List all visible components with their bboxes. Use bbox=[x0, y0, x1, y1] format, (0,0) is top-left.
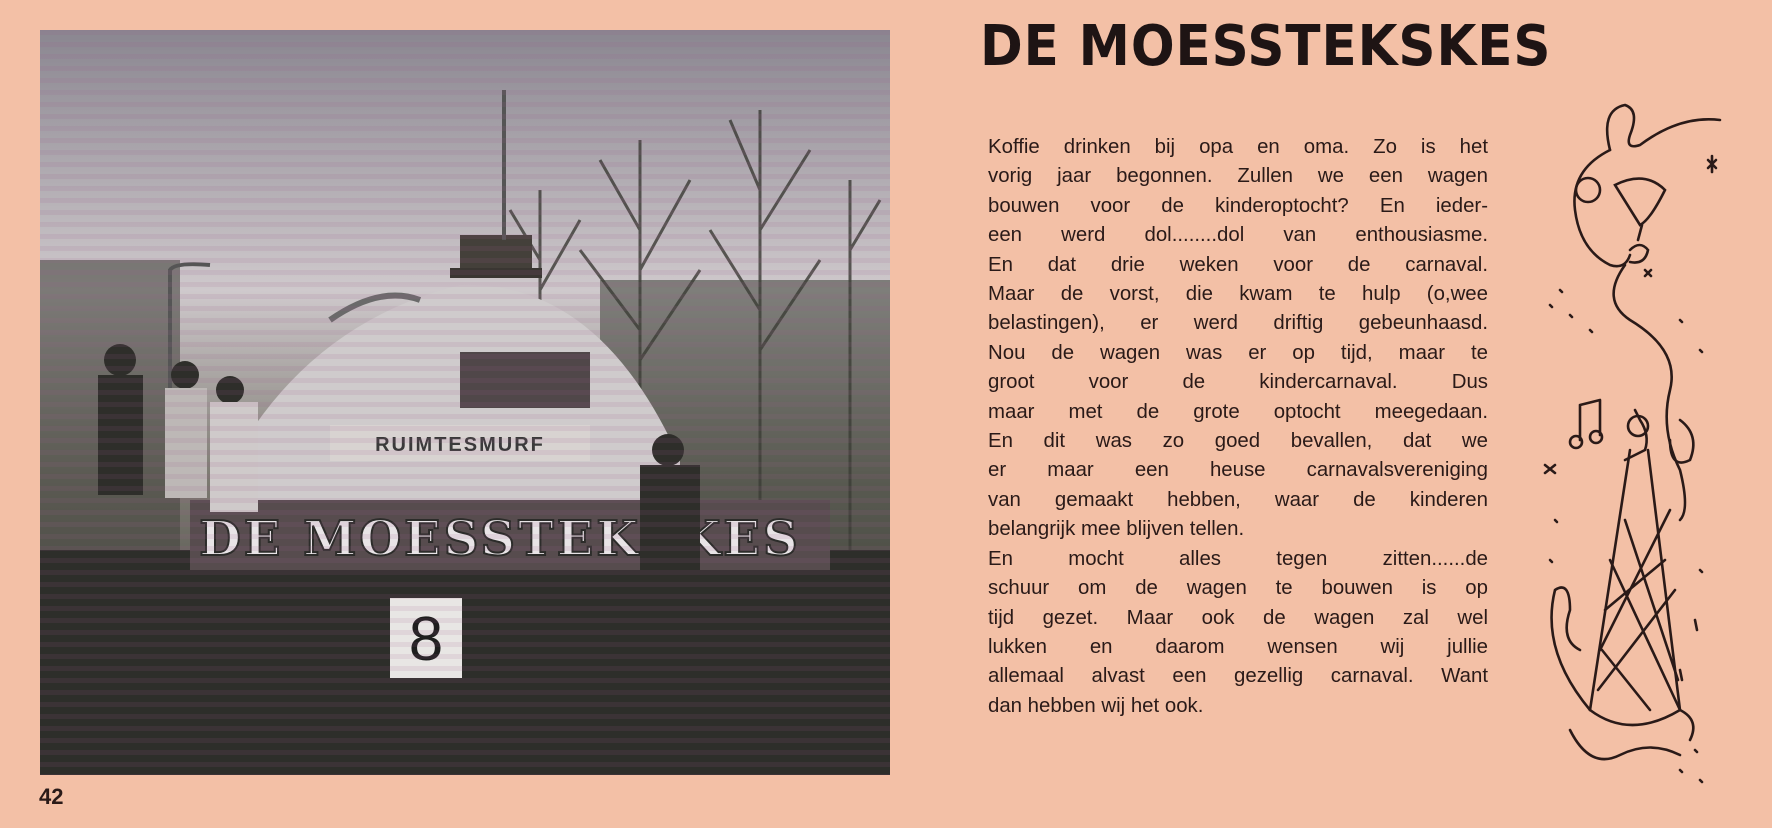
article-line: Maar de vorst, die kwam te hulp (o,wee bbox=[988, 283, 1488, 306]
article-line: bouwen voor de kinderoptocht? En ieder- bbox=[988, 194, 1488, 217]
article-line: van gemaakt hebben, waar de kinderen bbox=[988, 488, 1488, 511]
page-number: 42 bbox=[39, 784, 64, 809]
article-line: En dat drie weken voor de carnaval. bbox=[988, 253, 1488, 276]
article-line: belangrijk mee blijven tellen. bbox=[988, 518, 1245, 541]
article-line: lukken en daarom wensen wij jullie bbox=[988, 635, 1488, 658]
article-line: groot voor de kindercarnaval. Dus bbox=[988, 371, 1488, 394]
article-line: En mocht alles tegen zitten......de bbox=[988, 547, 1488, 570]
article-line: vorig jaar begonnen. Zullen we een wagen bbox=[988, 165, 1488, 188]
article-line: Nou de wagen was er op tijd, maar te bbox=[988, 341, 1488, 364]
article-line: En dit was zo goed bevallen, dat we bbox=[988, 430, 1488, 453]
article-line: dan hebben wij het ook. bbox=[988, 694, 1204, 717]
article-line: een werd dol........dol van enthousiasme. bbox=[988, 224, 1488, 247]
float-photo bbox=[40, 30, 890, 775]
article-line: allemaal alvast een gezellig carnaval. Want bbox=[988, 665, 1488, 688]
article-line: Koffie drinken bij opa en oma. Zo is het bbox=[988, 136, 1488, 158]
carnival-figure-drawing-icon bbox=[1530, 90, 1730, 800]
article-title: DE MOESSTEKSKES bbox=[980, 14, 1552, 79]
article-line: maar met de grote optocht meegedaan. bbox=[988, 400, 1488, 423]
article-line: schuur om de wagen te bouwen is op bbox=[988, 577, 1488, 600]
article-body bbox=[988, 133, 1488, 721]
article-line: er maar een heuse carnavalsvereniging bbox=[988, 459, 1488, 482]
article-line: tijd gezet. Maar ook de wagen zal wel bbox=[988, 606, 1488, 629]
article-line: belastingen), er werd driftig gebeunhaasd. bbox=[988, 312, 1488, 335]
